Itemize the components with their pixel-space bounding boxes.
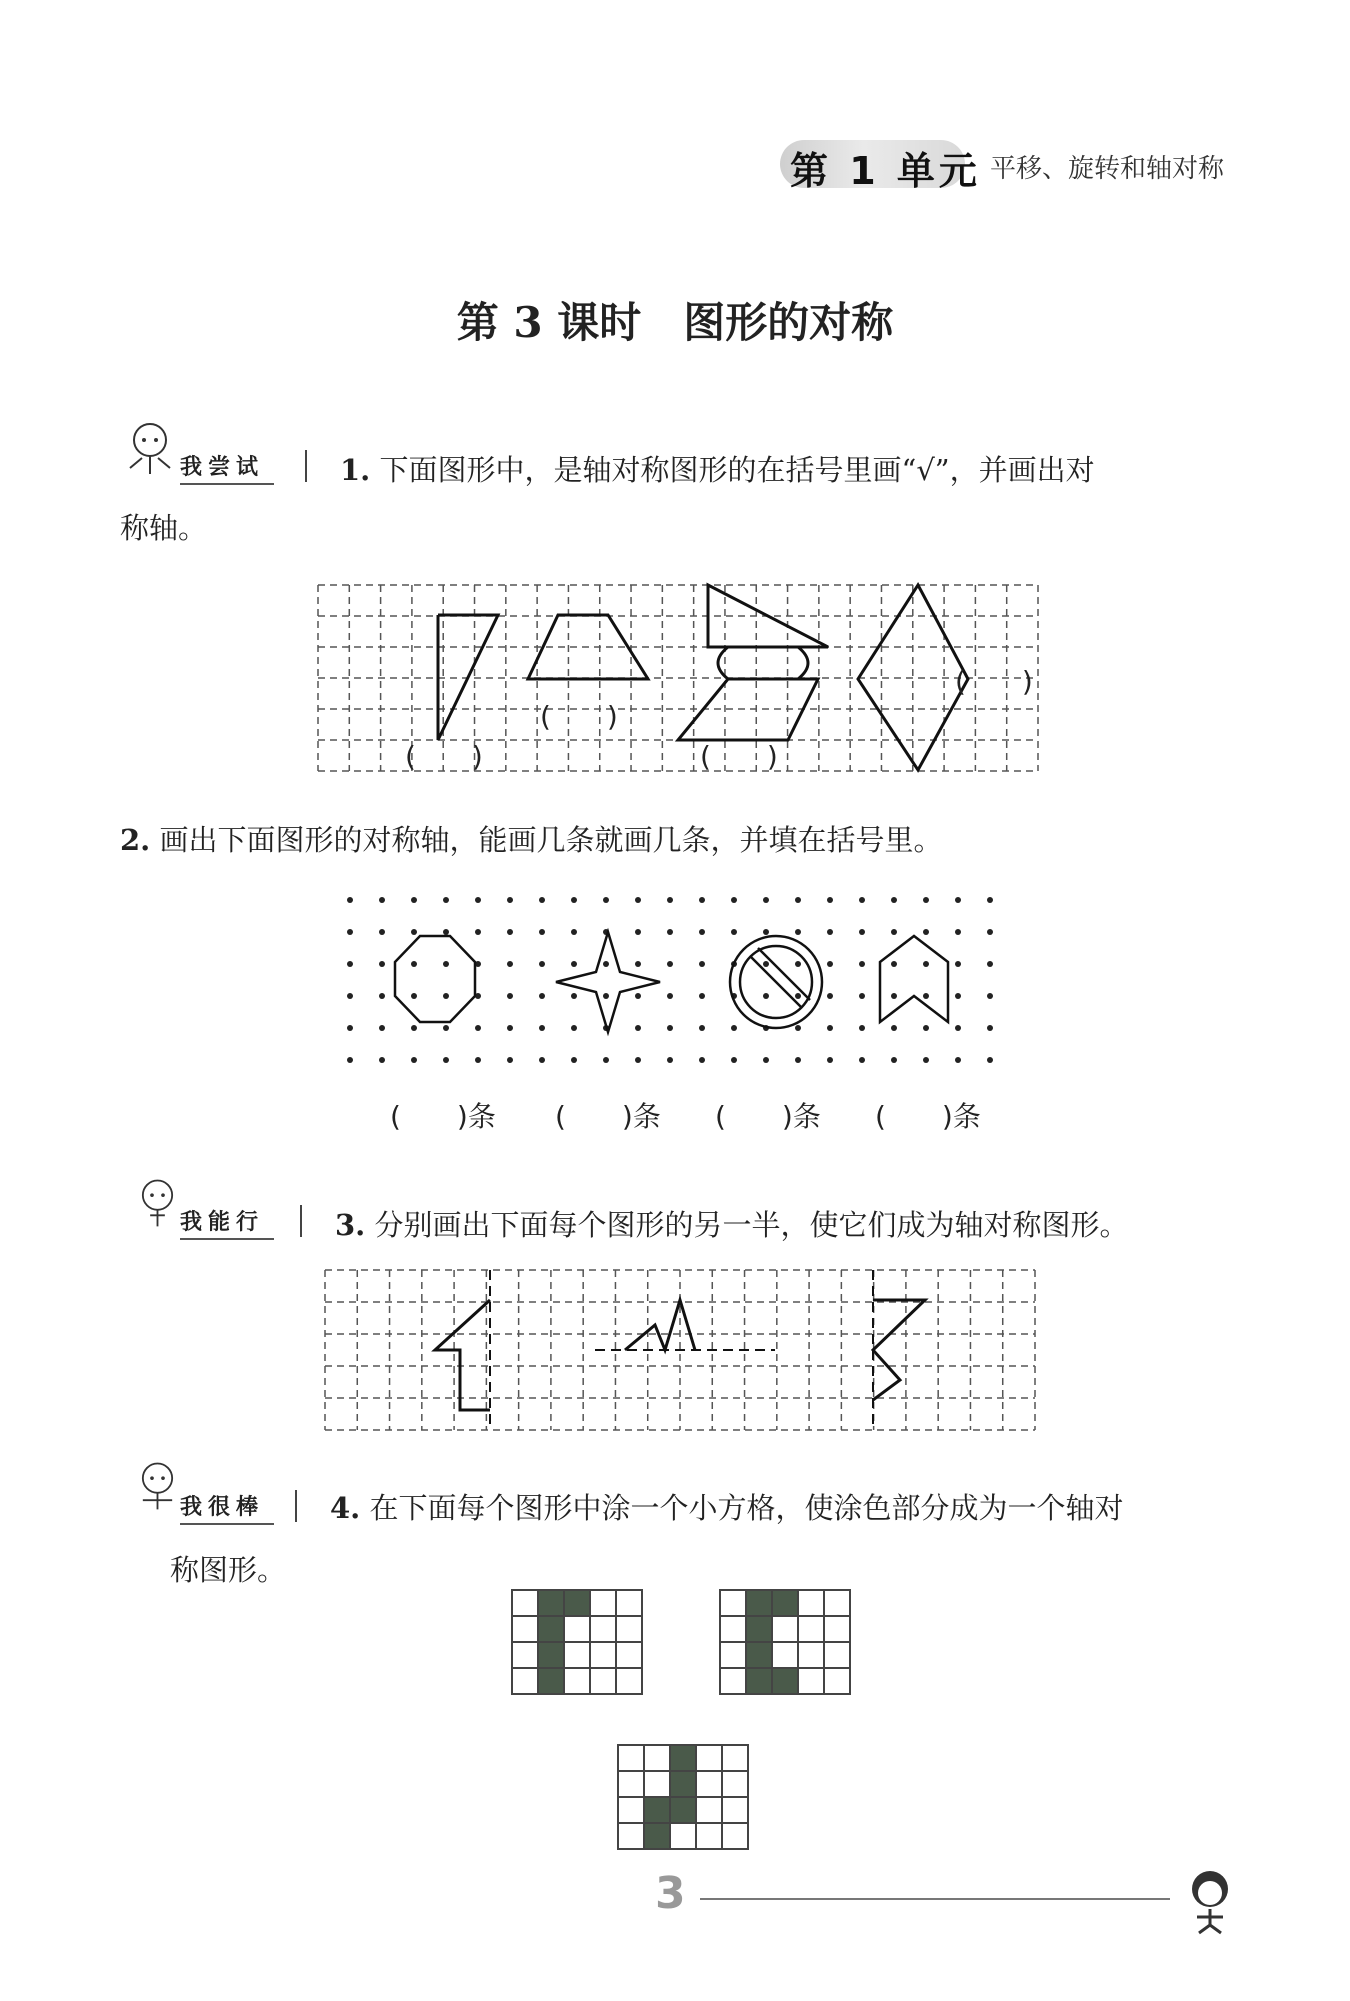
grid-dot — [379, 961, 385, 967]
q2-slash-1 — [750, 956, 802, 1008]
grid-dot — [411, 1025, 417, 1031]
grid-dot — [347, 1025, 353, 1031]
grid-dot — [731, 897, 737, 903]
grid-cell[interactable] — [722, 1745, 748, 1771]
grid-cell[interactable] — [590, 1590, 616, 1616]
grid-dot — [475, 929, 481, 935]
grid-dot — [571, 961, 577, 967]
grid-cell[interactable] — [720, 1642, 746, 1668]
shaded-cell[interactable] — [670, 1797, 696, 1823]
q3-line — [335, 1195, 1129, 1255]
grid-cell[interactable] — [696, 1745, 722, 1771]
grid-cell[interactable] — [824, 1642, 850, 1668]
q4-number: 4. — [330, 1491, 361, 1525]
grid-dot — [891, 929, 897, 935]
grid-dot — [539, 961, 545, 967]
grid-dot — [443, 1025, 449, 1031]
grid-dot — [411, 897, 417, 903]
grid-dot — [411, 929, 417, 935]
grid-dot — [827, 897, 833, 903]
grid-dot — [347, 1057, 353, 1063]
grid-dot — [955, 1057, 961, 1063]
grid-dot — [635, 1057, 641, 1063]
grid-dot — [827, 993, 833, 999]
grid-dot — [603, 993, 609, 999]
grid-dot — [859, 961, 865, 967]
grid-dot — [347, 993, 353, 999]
grid-cell[interactable] — [824, 1590, 850, 1616]
grid-dot — [891, 1025, 897, 1031]
grid-cell[interactable] — [798, 1668, 824, 1694]
q1-bracket-1[interactable]: ( ) — [405, 740, 483, 773]
footer-mascot-icon — [1175, 1865, 1245, 1935]
grid-dot — [699, 1057, 705, 1063]
badge-great: 我很棒 — [180, 1490, 274, 1525]
grid-cell[interactable] — [696, 1771, 722, 1797]
shaded-cell[interactable] — [538, 1642, 564, 1668]
shaded-cell[interactable] — [746, 1590, 772, 1616]
grid-dot — [955, 929, 961, 935]
shaded-cell[interactable] — [670, 1771, 696, 1797]
grid-cell[interactable] — [618, 1823, 644, 1849]
grid-dot — [347, 961, 353, 967]
grid-dot — [795, 993, 801, 999]
grid-dot — [795, 929, 801, 935]
grid-cell[interactable] — [644, 1771, 670, 1797]
grid-dot — [987, 1057, 993, 1063]
grid-dot — [795, 1057, 801, 1063]
grid-dot — [379, 929, 385, 935]
grid-cell[interactable] — [644, 1745, 670, 1771]
grid-cell[interactable] — [772, 1616, 798, 1642]
grid-dot — [475, 1025, 481, 1031]
grid-dot — [539, 1025, 545, 1031]
grid-cell[interactable] — [564, 1642, 590, 1668]
grid-dot — [955, 1025, 961, 1031]
grid-dot — [667, 961, 673, 967]
grid-dot — [411, 961, 417, 967]
grid-dot — [763, 897, 769, 903]
grid-dot — [571, 1025, 577, 1031]
q2-answer-3[interactable]: ( )条 — [715, 1100, 821, 1133]
mascot-icon — [120, 418, 180, 478]
grid-dot — [987, 993, 993, 999]
grid-dot — [763, 961, 769, 967]
grid-dot — [955, 993, 961, 999]
q2-star — [556, 932, 660, 1032]
grid-dot — [539, 929, 545, 935]
grid-dot — [475, 897, 481, 903]
shaded-cell[interactable] — [746, 1642, 772, 1668]
grid-dot — [667, 1057, 673, 1063]
grid-cell[interactable] — [696, 1797, 722, 1823]
grid-dot — [795, 961, 801, 967]
grid-cell[interactable] — [798, 1590, 824, 1616]
q2-number: 2. — [120, 823, 151, 857]
q2-text: 画出下面图形的对称轴，能画几条就画几条，并填在括号里。 — [159, 823, 943, 857]
grid-dot — [411, 1057, 417, 1063]
grid-cell[interactable] — [590, 1642, 616, 1668]
grid-cell[interactable] — [798, 1616, 824, 1642]
grid-dot — [859, 1025, 865, 1031]
q3-shape-3 — [873, 1300, 925, 1400]
grid-dot — [763, 993, 769, 999]
q1-bracket-2[interactable]: ( ) — [540, 700, 618, 733]
grid-dot — [667, 993, 673, 999]
q2-dot-grid — [350, 900, 1010, 1070]
q3-shape-1 — [435, 1300, 490, 1410]
grid-dot — [571, 993, 577, 999]
grid-dot — [603, 961, 609, 967]
grid-dot — [891, 897, 897, 903]
grid-cell[interactable] — [616, 1590, 642, 1616]
grid-dot — [891, 993, 897, 999]
grid-dot — [763, 1057, 769, 1063]
badge-divider — [295, 1490, 297, 1522]
grid-dot — [571, 897, 577, 903]
grid-dot — [923, 961, 929, 967]
page-number: 3 — [655, 1868, 686, 1919]
grid-dot — [923, 993, 929, 999]
grid-cell[interactable] — [720, 1590, 746, 1616]
grid-dot — [699, 993, 705, 999]
q4-line1 — [330, 1478, 1124, 1538]
grid-cell[interactable] — [772, 1642, 798, 1668]
grid-cell[interactable] — [824, 1616, 850, 1642]
grid-dot — [667, 1025, 673, 1031]
grid-cell[interactable] — [720, 1616, 746, 1642]
grid-dot — [603, 897, 609, 903]
footer-rule — [700, 1898, 1170, 1900]
grid-dot — [923, 897, 929, 903]
grid-dot — [699, 1025, 705, 1031]
shaded-cell[interactable] — [564, 1590, 590, 1616]
shaded-cell[interactable] — [538, 1616, 564, 1642]
q3-shape-2 — [625, 1300, 695, 1350]
q2-answer-4[interactable]: ( )条 — [875, 1100, 981, 1133]
grid-cell[interactable] — [618, 1745, 644, 1771]
grid-dot — [507, 897, 513, 903]
grid-dot — [635, 961, 641, 967]
grid-cell[interactable] — [824, 1668, 850, 1694]
grid-dot — [795, 897, 801, 903]
grid-dot — [859, 897, 865, 903]
grid-cell[interactable] — [512, 1616, 538, 1642]
q1-shape-parallelogram — [678, 679, 818, 740]
grid-dot — [475, 1057, 481, 1063]
grid-dot — [795, 1025, 801, 1031]
grid-dot — [827, 961, 833, 967]
grid-cell[interactable] — [720, 1668, 746, 1694]
grid-dot — [635, 897, 641, 903]
grid-dot — [987, 897, 993, 903]
grid-dot — [827, 1057, 833, 1063]
grid-dot — [443, 897, 449, 903]
grid-dot — [379, 1025, 385, 1031]
grid-cell[interactable] — [564, 1668, 590, 1694]
grid-cell[interactable] — [512, 1642, 538, 1668]
grid-dot — [731, 1025, 737, 1031]
q3-dashed-grid — [325, 1270, 1035, 1430]
shaded-cell[interactable] — [538, 1590, 564, 1616]
grid-dot — [731, 929, 737, 935]
q4-grid-3[interactable] — [618, 1745, 748, 1849]
grid-dot — [539, 1057, 545, 1063]
mascot-icon-3 — [130, 1458, 185, 1513]
grid-dot — [635, 1025, 641, 1031]
grid-dot — [379, 993, 385, 999]
badge-can: 我能行 — [180, 1205, 274, 1240]
lesson-title: 第 3 课时 图形的对称 — [456, 298, 894, 347]
grid-cell[interactable] — [616, 1668, 642, 1694]
grid-dot — [539, 993, 545, 999]
grid-dot — [827, 1025, 833, 1031]
grid-dot — [923, 929, 929, 935]
q1-line1 — [340, 440, 1095, 500]
grid-cell[interactable] — [722, 1771, 748, 1797]
badge-divider — [305, 450, 307, 482]
shaded-cell[interactable] — [772, 1668, 798, 1694]
grid-dot — [443, 929, 449, 935]
grid-dot — [923, 1025, 929, 1031]
grid-dot — [891, 1057, 897, 1063]
grid-dot — [347, 897, 353, 903]
grid-dot — [507, 961, 513, 967]
grid-dot — [507, 929, 513, 935]
grid-dot — [923, 1057, 929, 1063]
grid-dot — [763, 929, 769, 935]
mascot-icon-2 — [130, 1175, 185, 1230]
grid-cell[interactable] — [618, 1771, 644, 1797]
grid-cell[interactable] — [618, 1797, 644, 1823]
grid-dot — [987, 1025, 993, 1031]
q4-grid-1[interactable] — [512, 1590, 642, 1694]
grid-dot — [987, 929, 993, 935]
q1-shape-arc-left — [718, 647, 728, 679]
grid-dot — [699, 929, 705, 935]
grid-dot — [347, 929, 353, 935]
q4-text: 在下面每个图形中涂一个小方格，使涂色部分成为一个轴对 — [369, 1491, 1124, 1525]
grid-dot — [955, 961, 961, 967]
grid-dot — [699, 897, 705, 903]
grid-dot — [859, 929, 865, 935]
grid-dot — [379, 897, 385, 903]
q3-text: 分别画出下面每个图形的另一半，使它们成为轴对称图形。 — [374, 1208, 1129, 1242]
unit-label: 第 1 单元 — [790, 149, 981, 193]
grid-cell[interactable] — [616, 1616, 642, 1642]
grid-cell[interactable] — [670, 1823, 696, 1849]
grid-cell[interactable] — [512, 1668, 538, 1694]
q4-grid-2[interactable] — [720, 1590, 850, 1694]
grid-cell[interactable] — [722, 1823, 748, 1849]
grid-dot — [443, 993, 449, 999]
q2-answer-2[interactable]: ( )条 — [555, 1100, 661, 1133]
grid-dot — [443, 961, 449, 967]
badge-divider — [300, 1205, 302, 1237]
grid-dot — [411, 993, 417, 999]
shaded-cell[interactable] — [772, 1590, 798, 1616]
q2-answer-1[interactable]: ( )条 — [390, 1100, 496, 1133]
grid-dot — [859, 993, 865, 999]
q1-bracket-4[interactable]: ( ) — [955, 665, 1033, 698]
shaded-cell[interactable] — [746, 1668, 772, 1694]
grid-dot — [603, 1057, 609, 1063]
q4-line2: 称图形。 — [170, 1553, 287, 1587]
badge-try: 我尝试 — [180, 450, 274, 485]
q1-text: 下面图形中，是轴对称图形的在括号里画“√”，并画出对 — [379, 453, 1095, 487]
grid-cell[interactable] — [512, 1590, 538, 1616]
grid-dot — [987, 961, 993, 967]
q3-number: 3. — [335, 1208, 366, 1242]
shaded-cell[interactable] — [538, 1668, 564, 1694]
q2-arrow — [880, 936, 948, 1022]
shaded-cell[interactable] — [670, 1745, 696, 1771]
grid-cell[interactable] — [696, 1823, 722, 1849]
unit-subtitle: 平移、旋转和轴对称 — [990, 154, 1225, 184]
grid-cell[interactable] — [798, 1642, 824, 1668]
grid-cell[interactable] — [590, 1668, 616, 1694]
grid-dot — [507, 993, 513, 999]
grid-dot — [635, 993, 641, 999]
grid-dot — [955, 897, 961, 903]
grid-dot — [667, 897, 673, 903]
grid-cell[interactable] — [616, 1642, 642, 1668]
grid-dot — [539, 897, 545, 903]
q2-octagon — [395, 936, 475, 1022]
grid-cell[interactable] — [564, 1616, 590, 1642]
grid-dot — [379, 1057, 385, 1063]
grid-dot — [699, 961, 705, 967]
grid-cell[interactable] — [722, 1797, 748, 1823]
shaded-cell[interactable] — [746, 1616, 772, 1642]
q1-bracket-3[interactable]: ( ) — [700, 740, 778, 773]
grid-dot — [667, 929, 673, 935]
shaded-cell[interactable] — [644, 1797, 670, 1823]
grid-dot — [731, 1057, 737, 1063]
grid-dot — [507, 1025, 513, 1031]
q1-shape-arc-right — [798, 647, 808, 679]
grid-dot — [859, 1057, 865, 1063]
q1-line2: 称轴。 — [120, 511, 208, 545]
shaded-cell[interactable] — [644, 1823, 670, 1849]
grid-dot — [891, 961, 897, 967]
grid-dot — [571, 1057, 577, 1063]
grid-dot — [635, 929, 641, 935]
q1-number: 1. — [340, 453, 371, 487]
q2-line — [120, 810, 943, 870]
grid-dot — [571, 929, 577, 935]
grid-cell[interactable] — [590, 1616, 616, 1642]
grid-dot — [827, 929, 833, 935]
grid-dot — [443, 1057, 449, 1063]
grid-dot — [507, 1057, 513, 1063]
